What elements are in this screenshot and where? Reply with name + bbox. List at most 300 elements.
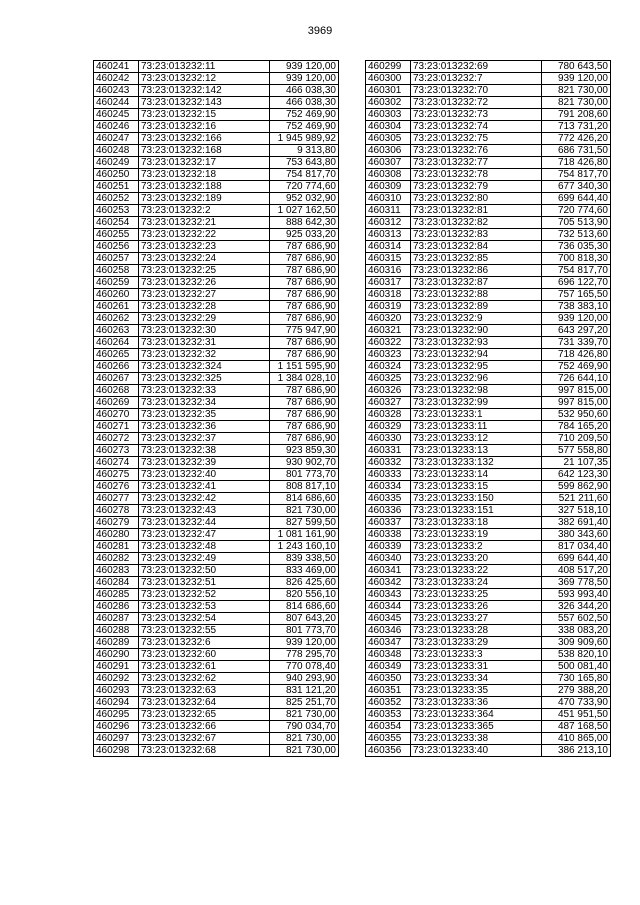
row-number: 460322 — [366, 337, 411, 349]
table-row — [366, 445, 611, 457]
row-number: 460329 — [366, 421, 411, 433]
row-number: 460277 — [94, 493, 139, 505]
row-number: 460241 — [94, 61, 139, 73]
table-row — [366, 697, 611, 709]
row-number: 460242 — [94, 73, 139, 85]
cadastral-number: 73:23:013232:99 — [411, 397, 542, 409]
row-number: 460334 — [366, 481, 411, 493]
row-number: 460317 — [366, 277, 411, 289]
row-number: 460296 — [94, 721, 139, 733]
cadastral-number: 73:23:013233:22 — [411, 565, 542, 577]
cadastral-value: 557 602,50 — [542, 613, 611, 625]
table-row — [94, 745, 339, 757]
row-number: 460315 — [366, 253, 411, 265]
cadastral-number: 73:23:013232:28 — [139, 301, 270, 313]
cadastral-number: 73:23:013233:19 — [411, 529, 542, 541]
table-row — [94, 313, 339, 325]
cadastral-value: 821 730,00 — [270, 709, 339, 721]
row-number: 460257 — [94, 253, 139, 265]
cadastral-value: 930 902,70 — [270, 457, 339, 469]
cadastral-value: 309 909,60 — [542, 637, 611, 649]
cadastral-number: 73:23:013232:48 — [139, 541, 270, 553]
cadastral-value: 9 313,80 — [270, 145, 339, 157]
table-row — [366, 685, 611, 697]
cadastral-value: 382 691,40 — [542, 517, 611, 529]
row-number: 460258 — [94, 265, 139, 277]
table-row — [366, 613, 611, 625]
table-row — [94, 397, 339, 409]
table-row — [366, 541, 611, 553]
cadastral-value: 466 038,30 — [270, 85, 339, 97]
cadastral-number: 73:23:013233:12 — [411, 433, 542, 445]
cadastral-number: 73:23:013232:78 — [411, 169, 542, 181]
cadastral-value: 500 081,40 — [542, 661, 611, 673]
cadastral-value: 814 686,60 — [270, 493, 339, 505]
row-number: 460339 — [366, 541, 411, 553]
cadastral-number: 73:23:013233:38 — [411, 733, 542, 745]
table-row — [94, 721, 339, 733]
row-number: 460285 — [94, 589, 139, 601]
cadastral-number: 73:23:013232:96 — [411, 373, 542, 385]
row-number: 460287 — [94, 613, 139, 625]
row-number: 460266 — [94, 361, 139, 373]
cadastral-number: 73:23:013233:364 — [411, 709, 542, 721]
cadastral-value: 593 993,40 — [542, 589, 611, 601]
row-number: 460245 — [94, 109, 139, 121]
row-number: 460336 — [366, 505, 411, 517]
table-row — [94, 709, 339, 721]
cadastral-number: 73:23:013232:37 — [139, 433, 270, 445]
cadastral-value: 791 208,60 — [542, 109, 611, 121]
cadastral-value: 821 730,00 — [270, 733, 339, 745]
cadastral-number: 73:23:013232:21 — [139, 217, 270, 229]
cadastral-number: 73:23:013232:33 — [139, 385, 270, 397]
cadastral-number: 73:23:013232:79 — [411, 181, 542, 193]
table-row — [366, 409, 611, 421]
cadastral-number: 73:23:013232:34 — [139, 397, 270, 409]
cadastral-number: 73:23:013232:325 — [139, 373, 270, 385]
cadastral-value: 817 034,40 — [542, 541, 611, 553]
cadastral-value: 338 083,20 — [542, 625, 611, 637]
cadastral-value: 732 513,60 — [542, 229, 611, 241]
table-row — [94, 337, 339, 349]
cadastral-value: 780 643,50 — [542, 61, 611, 73]
cadastral-number: 73:23:013232:42 — [139, 493, 270, 505]
table-row — [94, 541, 339, 553]
cadastral-number: 73:23:013232:50 — [139, 565, 270, 577]
cadastral-number: 73:23:013232:142 — [139, 85, 270, 97]
table-row — [366, 109, 611, 121]
cadastral-value: 642 123,30 — [542, 469, 611, 481]
cadastral-value: 752 469,90 — [270, 109, 339, 121]
cadastral-value: 997 815,00 — [542, 397, 611, 409]
cadastral-number: 73:23:013232:43 — [139, 505, 270, 517]
table-row — [366, 169, 611, 181]
table-row — [366, 565, 611, 577]
table-row — [94, 301, 339, 313]
row-number: 460255 — [94, 229, 139, 241]
table-row — [366, 61, 611, 73]
cadastral-number: 73:23:013233:2 — [411, 541, 542, 553]
cadastral-value: 326 344,20 — [542, 601, 611, 613]
cadastral-value: 466 038,30 — [270, 97, 339, 109]
cadastral-number: 73:23:013232:53 — [139, 601, 270, 613]
cadastral-number: 73:23:013233:18 — [411, 517, 542, 529]
cadastral-value: 699 644,40 — [542, 553, 611, 565]
table-row — [366, 433, 611, 445]
cadastral-value: 754 817,70 — [270, 169, 339, 181]
cadastral-value: 939 120,00 — [542, 313, 611, 325]
cadastral-number: 73:23:013232:95 — [411, 361, 542, 373]
row-number: 460293 — [94, 685, 139, 697]
cadastral-number: 73:23:013233:34 — [411, 673, 542, 685]
row-number: 460259 — [94, 277, 139, 289]
table-row — [94, 445, 339, 457]
cadastral-number: 73:23:013233:150 — [411, 493, 542, 505]
cadastral-value: 940 293,90 — [270, 673, 339, 685]
row-number: 460271 — [94, 421, 139, 433]
row-number: 460352 — [366, 697, 411, 709]
cadastral-value: 808 817,10 — [270, 481, 339, 493]
cadastral-number: 73:23:013232:62 — [139, 673, 270, 685]
cadastral-value: 710 209,50 — [542, 433, 611, 445]
row-number: 460283 — [94, 565, 139, 577]
cadastral-value: 775 947,90 — [270, 325, 339, 337]
cadastral-number: 73:23:013232:89 — [411, 301, 542, 313]
row-number: 460297 — [94, 733, 139, 745]
cadastral-number: 73:23:013232:18 — [139, 169, 270, 181]
table-row — [366, 577, 611, 589]
table-row — [366, 277, 611, 289]
cadastral-number: 73:23:013233:13 — [411, 445, 542, 457]
row-number: 460312 — [366, 217, 411, 229]
cadastral-value: 470 733,90 — [542, 697, 611, 709]
right-table — [365, 60, 611, 757]
cadastral-value: 327 518,10 — [542, 505, 611, 517]
row-number: 460347 — [366, 637, 411, 649]
table-row — [366, 745, 611, 757]
row-number: 460275 — [94, 469, 139, 481]
cadastral-value: 787 686,90 — [270, 337, 339, 349]
cadastral-value: 713 731,20 — [542, 121, 611, 133]
cadastral-value: 939 120,00 — [270, 73, 339, 85]
cadastral-value: 700 818,30 — [542, 253, 611, 265]
row-number: 460323 — [366, 349, 411, 361]
cadastral-number: 73:23:013232:188 — [139, 181, 270, 193]
table-row — [94, 433, 339, 445]
cadastral-value: 1 151 595,90 — [270, 361, 339, 373]
row-number: 460289 — [94, 637, 139, 649]
cadastral-value: 408 517,20 — [542, 565, 611, 577]
table-row — [94, 361, 339, 373]
row-number: 460356 — [366, 745, 411, 757]
cadastral-number: 73:23:013232:82 — [411, 217, 542, 229]
table-row — [94, 421, 339, 433]
cadastral-value: 677 340,30 — [542, 181, 611, 193]
cadastral-value: 814 686,60 — [270, 601, 339, 613]
cadastral-number: 73:23:013233:28 — [411, 625, 542, 637]
row-number: 460291 — [94, 661, 139, 673]
cadastral-value: 577 558,80 — [542, 445, 611, 457]
cadastral-number: 73:23:013232:54 — [139, 613, 270, 625]
cadastral-value: 821 730,00 — [270, 745, 339, 757]
row-number: 460299 — [366, 61, 411, 73]
row-number: 460295 — [94, 709, 139, 721]
cadastral-value: 778 295,70 — [270, 649, 339, 661]
left-table — [93, 60, 339, 757]
row-number: 460324 — [366, 361, 411, 373]
table-row — [94, 241, 339, 253]
cadastral-value: 787 686,90 — [270, 241, 339, 253]
table-row — [94, 205, 339, 217]
table-row — [366, 85, 611, 97]
cadastral-number: 73:23:013233:11 — [411, 421, 542, 433]
table-row — [94, 649, 339, 661]
row-number: 460337 — [366, 517, 411, 529]
table-row — [94, 409, 339, 421]
table-row — [366, 313, 611, 325]
cadastral-value: 770 078,40 — [270, 661, 339, 673]
table-row — [94, 265, 339, 277]
table-row — [366, 637, 611, 649]
cadastral-value: 696 122,70 — [542, 277, 611, 289]
row-number: 460332 — [366, 457, 411, 469]
table-row — [94, 385, 339, 397]
row-number: 460256 — [94, 241, 139, 253]
row-number: 460330 — [366, 433, 411, 445]
cadastral-number: 73:23:013233:31 — [411, 661, 542, 673]
row-number: 460269 — [94, 397, 139, 409]
cadastral-number: 73:23:013232:94 — [411, 349, 542, 361]
cadastral-value: 787 686,90 — [270, 301, 339, 313]
table-row — [366, 517, 611, 529]
row-number: 460316 — [366, 265, 411, 277]
cadastral-value: 752 469,90 — [542, 361, 611, 373]
cadastral-number: 73:23:013232:6 — [139, 637, 270, 649]
row-number: 460354 — [366, 721, 411, 733]
row-number: 460260 — [94, 289, 139, 301]
cadastral-number: 73:23:013232:81 — [411, 205, 542, 217]
table-row — [366, 133, 611, 145]
row-number: 460351 — [366, 685, 411, 697]
row-number: 460250 — [94, 169, 139, 181]
cadastral-value: 997 815,00 — [542, 385, 611, 397]
cadastral-number: 73:23:013232:44 — [139, 517, 270, 529]
cadastral-value: 731 339,70 — [542, 337, 611, 349]
cadastral-number: 73:23:013232:90 — [411, 325, 542, 337]
cadastral-value: 410 865,00 — [542, 733, 611, 745]
table-row — [366, 553, 611, 565]
cadastral-number: 73:23:013232:168 — [139, 145, 270, 157]
cadastral-number: 73:23:013232:22 — [139, 229, 270, 241]
cadastral-value: 386 213,10 — [542, 745, 611, 757]
cadastral-number: 73:23:013233:15 — [411, 481, 542, 493]
row-number: 460268 — [94, 385, 139, 397]
table-row — [94, 625, 339, 637]
table-row — [94, 529, 339, 541]
cadastral-value: 826 425,60 — [270, 577, 339, 589]
row-number: 460267 — [94, 373, 139, 385]
cadastral-value: 821 730,00 — [270, 505, 339, 517]
cadastral-number: 73:23:013232:55 — [139, 625, 270, 637]
table-row — [366, 733, 611, 745]
table-row — [94, 733, 339, 745]
row-number: 460286 — [94, 601, 139, 613]
cadastral-number: 73:23:013232:76 — [411, 145, 542, 157]
cadastral-number: 73:23:013232:27 — [139, 289, 270, 301]
table-row — [94, 193, 339, 205]
cadastral-value: 821 730,00 — [542, 85, 611, 97]
cadastral-value: 754 817,70 — [542, 265, 611, 277]
row-number: 460308 — [366, 169, 411, 181]
cadastral-value: 801 773,70 — [270, 625, 339, 637]
cadastral-value: 532 950,60 — [542, 409, 611, 421]
cadastral-number: 73:23:013233:20 — [411, 553, 542, 565]
table-row — [366, 97, 611, 109]
cadastral-number: 73:23:013232:24 — [139, 253, 270, 265]
row-number: 460262 — [94, 313, 139, 325]
row-number: 460310 — [366, 193, 411, 205]
cadastral-number: 73:23:013232:39 — [139, 457, 270, 469]
cadastral-value: 833 469,00 — [270, 565, 339, 577]
cadastral-number: 73:23:013233:24 — [411, 577, 542, 589]
cadastral-value: 753 643,80 — [270, 157, 339, 169]
cadastral-value: 1 384 028,10 — [270, 373, 339, 385]
table-row — [366, 649, 611, 661]
cadastral-value: 1 945 989,92 — [270, 133, 339, 145]
cadastral-number: 73:23:013232:32 — [139, 349, 270, 361]
cadastral-number: 73:23:013232:74 — [411, 121, 542, 133]
cadastral-number: 73:23:013233:29 — [411, 637, 542, 649]
cadastral-number: 73:23:013232:35 — [139, 409, 270, 421]
row-number: 460325 — [366, 373, 411, 385]
cadastral-number: 73:23:013232:83 — [411, 229, 542, 241]
cadastral-value: 686 731,50 — [542, 145, 611, 157]
cadastral-value: 1 243 160,10 — [270, 541, 339, 553]
row-number: 460331 — [366, 445, 411, 457]
table-row — [94, 481, 339, 493]
table-row — [366, 457, 611, 469]
row-number: 460305 — [366, 133, 411, 145]
table-row — [94, 85, 339, 97]
row-number: 460303 — [366, 109, 411, 121]
cadastral-number: 73:23:013232:69 — [411, 61, 542, 73]
cadastral-number: 73:23:013232:67 — [139, 733, 270, 745]
cadastral-number: 73:23:013232:88 — [411, 289, 542, 301]
cadastral-value: 757 165,50 — [542, 289, 611, 301]
cadastral-value: 888 642,30 — [270, 217, 339, 229]
cadastral-value: 730 165,80 — [542, 673, 611, 685]
cadastral-number: 73:23:013232:84 — [411, 241, 542, 253]
cadastral-value: 752 469,90 — [270, 121, 339, 133]
row-number: 460313 — [366, 229, 411, 241]
table-row — [366, 337, 611, 349]
row-number: 460273 — [94, 445, 139, 457]
cadastral-value: 821 730,00 — [542, 97, 611, 109]
row-number: 460294 — [94, 697, 139, 709]
cadastral-value: 380 343,60 — [542, 529, 611, 541]
cadastral-number: 73:23:013232:143 — [139, 97, 270, 109]
row-number: 460311 — [366, 205, 411, 217]
page-number: 3969 — [307, 25, 333, 37]
cadastral-value: 521 211,60 — [542, 493, 611, 505]
table-row — [366, 289, 611, 301]
table-row — [94, 553, 339, 565]
row-number: 460288 — [94, 625, 139, 637]
table-row — [94, 145, 339, 157]
cadastral-value: 787 686,90 — [270, 409, 339, 421]
cadastral-value: 801 773,70 — [270, 469, 339, 481]
table-row — [366, 481, 611, 493]
table-row — [366, 721, 611, 733]
table-row — [366, 145, 611, 157]
cadastral-number: 73:23:013232:52 — [139, 589, 270, 601]
row-number: 460318 — [366, 289, 411, 301]
row-number: 460307 — [366, 157, 411, 169]
row-number: 460341 — [366, 565, 411, 577]
cadastral-number: 73:23:013232:41 — [139, 481, 270, 493]
cadastral-value: 839 338,50 — [270, 553, 339, 565]
cadastral-value: 820 556,10 — [270, 589, 339, 601]
cadastral-number: 73:23:013233:27 — [411, 613, 542, 625]
cadastral-value: 754 817,70 — [542, 169, 611, 181]
row-number: 460248 — [94, 145, 139, 157]
table-row — [94, 325, 339, 337]
row-number: 460278 — [94, 505, 139, 517]
row-number: 460350 — [366, 673, 411, 685]
table-row — [94, 673, 339, 685]
cadastral-value: 939 120,00 — [270, 61, 339, 73]
cadastral-number: 73:23:013232:11 — [139, 61, 270, 73]
row-number: 460320 — [366, 313, 411, 325]
cadastral-value: 939 120,00 — [270, 637, 339, 649]
cadastral-value: 487 168,50 — [542, 721, 611, 733]
row-number: 460338 — [366, 529, 411, 541]
table-row — [366, 217, 611, 229]
table-row — [94, 661, 339, 673]
cadastral-value: 21 107,35 — [542, 457, 611, 469]
table-row — [94, 505, 339, 517]
cadastral-number: 73:23:013232:38 — [139, 445, 270, 457]
table-row — [366, 265, 611, 277]
cadastral-value: 787 686,90 — [270, 385, 339, 397]
row-number: 460249 — [94, 157, 139, 169]
table-row — [94, 73, 339, 85]
row-number: 460353 — [366, 709, 411, 721]
cadastral-number: 73:23:013233:40 — [411, 745, 542, 757]
row-number: 460348 — [366, 649, 411, 661]
cadastral-number: 73:23:013233:132 — [411, 457, 542, 469]
row-number: 460274 — [94, 457, 139, 469]
table-row — [94, 181, 339, 193]
table-row — [366, 421, 611, 433]
cadastral-value: 831 121,20 — [270, 685, 339, 697]
table-row — [94, 229, 339, 241]
cadastral-number: 73:23:013232:68 — [139, 745, 270, 757]
cadastral-value: 825 251,70 — [270, 697, 339, 709]
row-number: 460306 — [366, 145, 411, 157]
row-number: 460281 — [94, 541, 139, 553]
table-row — [366, 73, 611, 85]
cadastral-value: 720 774,60 — [270, 181, 339, 193]
cadastral-value: 784 165,20 — [542, 421, 611, 433]
table-row — [94, 109, 339, 121]
table-row — [366, 253, 611, 265]
table-row — [366, 193, 611, 205]
table-row — [366, 349, 611, 361]
cadastral-number: 73:23:013232:51 — [139, 577, 270, 589]
table-row — [366, 205, 611, 217]
